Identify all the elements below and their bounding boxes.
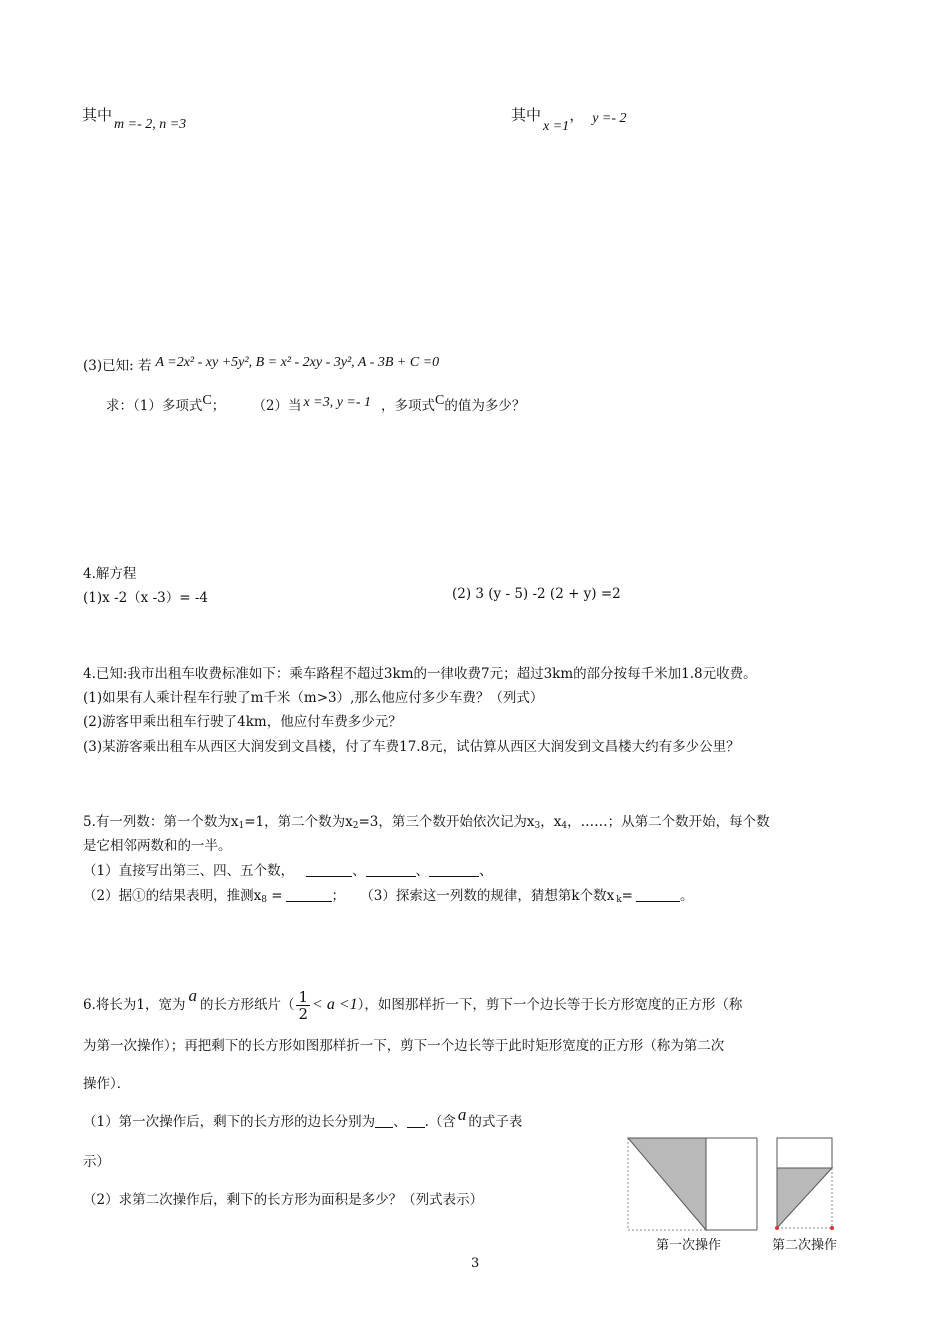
answer-blank-side1[interactable] — [375, 1115, 393, 1128]
fraction-one-half: $\frac{1}{2}$ — [298, 988, 309, 1023]
q4b-line4: (3)某游客乘出租车从西区大润发到文昌楼，付了车费17.8元，试估算从西区大润发到文昌楼大约有多少公里？ — [83, 739, 740, 755]
answer-blank-xk[interactable] — [636, 889, 680, 902]
second-operation-figure — [775, 1138, 834, 1230]
answer-blank-x3[interactable] — [306, 864, 352, 877]
page-number: 3 — [471, 1256, 480, 1271]
second-fold-triangle — [777, 1168, 832, 1228]
first-operation-figure — [628, 1138, 757, 1230]
second-corner-dot-right — [830, 1226, 834, 1230]
condition-left: 其中m =- 2, n =3 — [82, 106, 187, 132]
q3-given: (3)已知: 若 A =2x² - xy +5y², B = x² - 2xy - 3y², A - 3B + C =0 — [83, 355, 440, 374]
answer-blank-side2[interactable] — [407, 1115, 425, 1128]
q4b-line2: (1)如果有人乘计程车行驶了m千米（m>3）,那么他应付多少车费？（列式） — [83, 690, 544, 706]
q4-eq2: (2) 3 (y - 5) -2 (2 + y) =2 — [452, 586, 621, 602]
answer-blank-x5[interactable] — [429, 864, 479, 877]
q5-line2: 是它相邻两数和的一半。 — [83, 838, 232, 854]
q4b-line3: (2)游客甲乘出租车行驶了4km，他应付车费多少元？ — [83, 714, 402, 730]
q4-title: 4.解方程 — [83, 566, 137, 582]
q6-line1: 6.将长为1，宽为 a 的长方形纸片（ $\frac{1}{2}$ < a <1），如图那样折一下，剪下一个边长等于长方形宽度的正方形（称 — [83, 986, 743, 1023]
answer-blank-x8[interactable] — [286, 889, 332, 902]
first-fold-triangle — [628, 1138, 706, 1230]
q6-line3: 操作）． — [83, 1076, 131, 1092]
answer-blank-x4[interactable] — [366, 864, 416, 877]
q4b-line1: 4.已知:我市出租车收费标准如下：乘车路程不超过3km的一律收费7元；超过3km的部分按每千米加1.8元收费。 — [83, 666, 757, 682]
second-corner-dot-left — [775, 1226, 779, 1230]
q6-line2: 为第一次操作）；再把剩下的长方形如图那样折一下，剪下一个边长等于此时矩形宽度的正方形（称为第二次 — [83, 1038, 725, 1054]
fig2-caption: 第二次操作 — [772, 1238, 838, 1253]
q5-line4: （2）据①的结果表明，推测$x_8$ = ； （3）探索这一列数的规律，猜想第k个数x $_k$= 。 — [83, 888, 694, 905]
second-remaining-rect — [777, 1138, 832, 1168]
condition-right: 其中x =1， y =- 2 — [511, 106, 627, 134]
q6-part2: （2）求第二次操作后，剩下的长方形为面积是多少？（列式表示） — [83, 1192, 484, 1208]
q3-ask: 求：（1）多项式C； （2）当 x =3, y =- 1 ，多项式C的值为多少？ — [106, 393, 526, 414]
q6-part1: （1）第一次操作后，剩下的长方形的边长分别为 、 .（含 a 的式子表 — [83, 1105, 523, 1130]
q5-line3: （1）直接写出第三、四、五个数， 、 、 、 — [83, 863, 493, 879]
q6-part1-cont: 示） — [83, 1154, 110, 1170]
q5-line1: 5.有一列数：第一个数为$x_1=1$，第二个数为$x_2=3$，第三个数开始依次记为$x_3$，$x_4$，……；从第二个数开始，每个数 — [83, 814, 770, 831]
q4-eq1: (1)x -2（x -3）= -4 — [83, 590, 208, 606]
fig1-caption: 第一次操作 — [656, 1238, 722, 1253]
fold-operations-figure — [620, 1132, 850, 1232]
